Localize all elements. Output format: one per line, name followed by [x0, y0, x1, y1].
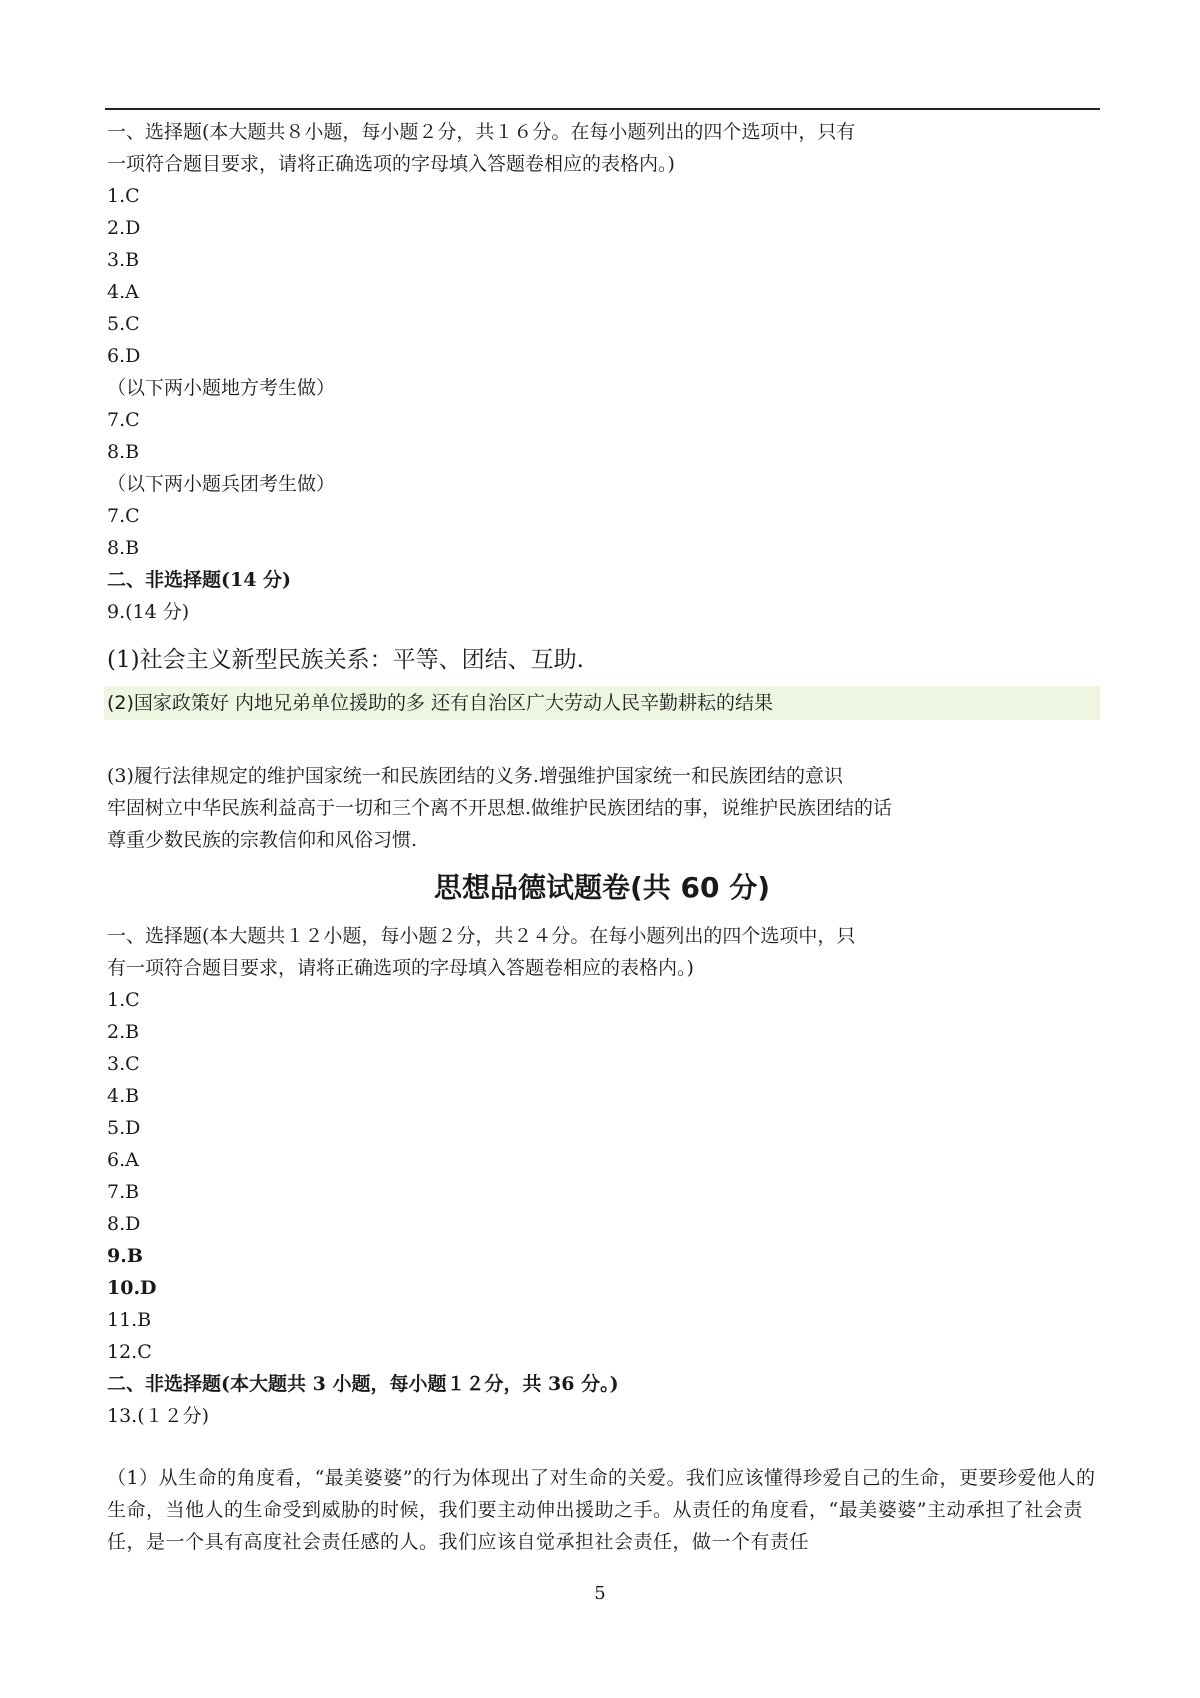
part2-title: 思想品德试题卷(共 60 分) [433, 871, 771, 904]
page-content [107, 116, 1097, 1558]
question-9-answer-3-line2: 牢固树立中华民族利益高于一切和三个离不开思想.做维护民族团结的事，说维护民族团结的话 [107, 797, 893, 819]
question-13-answer-1: （1）从生命的角度看，“最美婆婆”的行为体现出了对生命的关爱。我们应该懂得珍爱自己的生命，更要珍爱他人的生命，当他人的生命受到威胁的时候，我们要主动伸出援助之手。从责任的角度看，“最美婆婆”主动承担了社会责任，是一个具有高度社会责任感的人。我们应该自觉承担社会责任，做一个有责任 [107, 1467, 1096, 1553]
part2-answer-8: 8.D [107, 1213, 141, 1235]
part1-corps-answer-8: 8.B [107, 537, 140, 559]
part1-answer-2: 2.D [107, 217, 141, 239]
question-9-answer-3-line1: (3)履行法律规定的维护国家统一和民族团结的义务.增强维护国家统一和民族团结的意识 [107, 765, 843, 787]
part2-answer-3: 3.C [107, 1053, 140, 1075]
part2-section2-heading: 二、非选择题(本大题共 3 小题，每小题１２分，共 36 分。) [107, 1373, 619, 1395]
part2-answer-5: 5.D [107, 1117, 141, 1139]
question-9-answer-1: (1)社会主义新型民族关系：平等、团结、互助. [107, 647, 584, 673]
part2-answer-4: 4.B [107, 1085, 140, 1107]
page-number: 5 [594, 1583, 606, 1604]
part1-local-answer-7: 7.C [107, 409, 140, 431]
part2-answer-11: 11.B [107, 1309, 152, 1331]
part2-answer-1: 1.C [107, 989, 140, 1011]
part1-local-answer-8: 8.B [107, 441, 140, 463]
part2-answer-2: 2.B [107, 1021, 140, 1043]
question-13-label: 13.(１２分) [107, 1405, 210, 1427]
part2-answer-10: 10.D [107, 1277, 157, 1299]
part2-answer-9: 9.B [107, 1245, 143, 1267]
part1-section1-instruction-line2: 一项符合题目要求，请将正确选项的字母填入答题卷相应的表格内。) [107, 153, 675, 175]
question-9-label: 9.(14 分) [107, 601, 190, 623]
question-9-answer-2: (2)国家政策好 内地兄弟单位援助的多 还有自治区广大劳动人民辛勤耕耘的结果 [104, 686, 1100, 720]
part2-answer-12: 12.C [107, 1341, 152, 1363]
part1-answer-3: 3.B [107, 249, 140, 271]
part1-answer-4: 4.A [107, 281, 139, 303]
corps-students-note: （以下两小题兵团考生做） [107, 473, 336, 495]
part2-section1-instruction-line2: 有一项符合题目要求，请将正确选项的字母填入答题卷相应的表格内。) [107, 957, 694, 979]
part1-answer-5: 5.C [107, 313, 140, 335]
part1-corps-answer-7: 7.C [107, 505, 140, 527]
header-rule [105, 108, 1100, 110]
part2-answer-6: 6.A [107, 1149, 139, 1171]
local-students-note: （以下两小题地方考生做） [107, 377, 336, 399]
part2-section1-instruction-line1: 一、选择题(本大题共１２小题，每小题２分，共２４分。在每小题列出的四个选项中，只 [107, 925, 856, 947]
question-9-answer-3-line3: 尊重少数民族的宗教信仰和风俗习惯. [107, 829, 418, 851]
part1-section2-heading: 二、非选择题(14 分) [107, 569, 292, 591]
part1-answer-1: 1.C [107, 185, 140, 207]
part1-answer-6: 6.D [107, 345, 141, 367]
spacer [107, 720, 1097, 760]
part1-section1-instruction-line1: 一、选择题(本大题共８小题，每小题２分，共１６分。在每小题列出的四个选项中，只有 [107, 121, 856, 143]
part2-answer-7: 7.B [107, 1181, 140, 1203]
